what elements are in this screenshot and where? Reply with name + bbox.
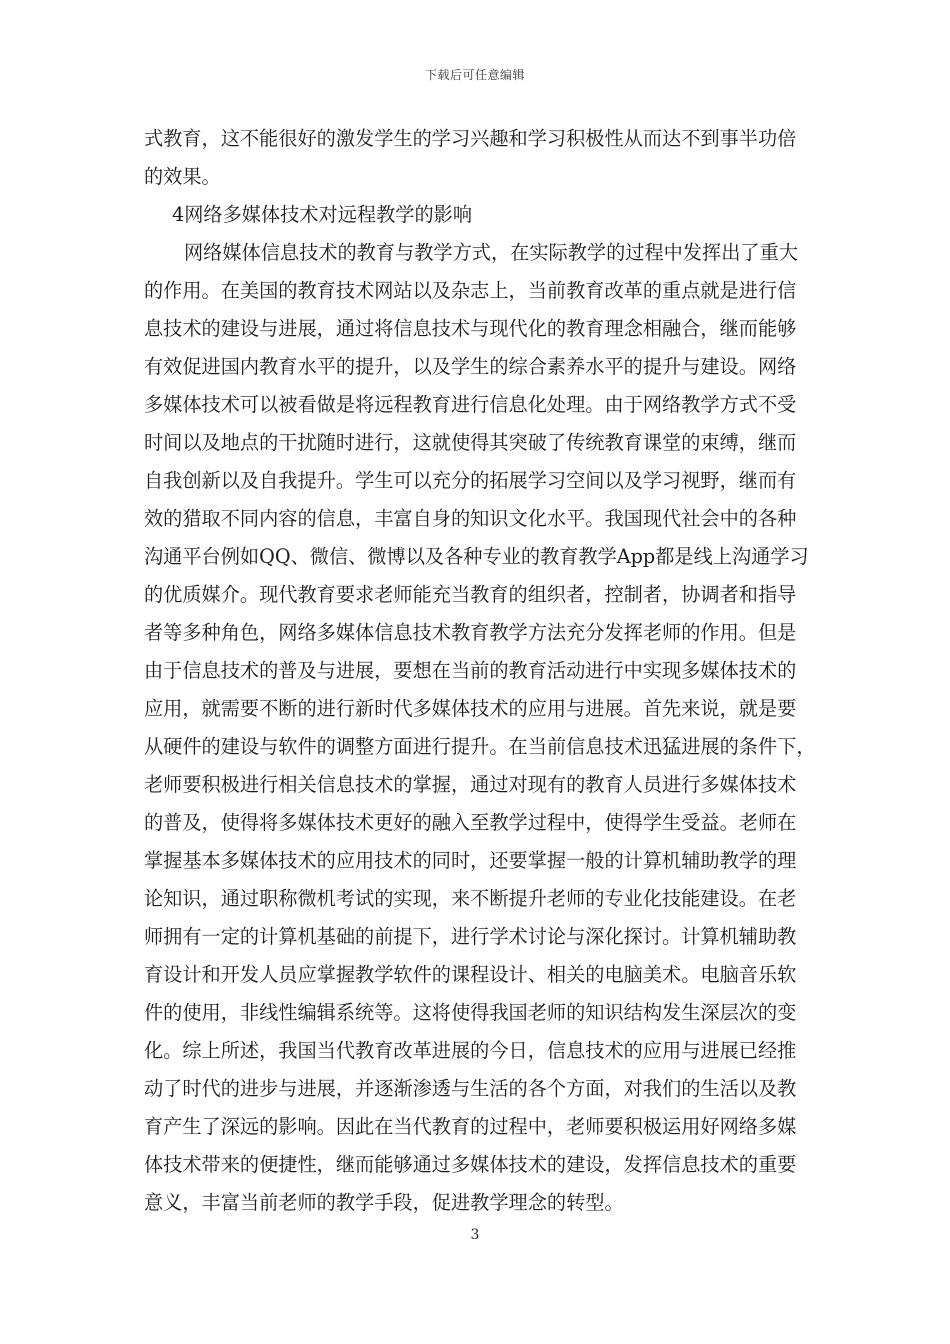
paragraph-line: 沟通平台例如QQ、微信、微博以及各种专业的教育教学App都是线上沟通学习 [144, 545, 809, 568]
document-body [144, 120, 816, 1222]
paragraph-line: 体技术带来的便捷性，继而能够通过多媒体技术的建设，发挥信息技术的重要 [144, 1153, 797, 1176]
paragraph-line: 掌握基本多媒体技术的应用技术的同时，还要掌握一般的计算机辅助教学的理 [144, 849, 797, 872]
paragraph-line: 从硬件的建设与软件的调整方面进行提升。在当前信息技术迅猛进展的条件下， [144, 735, 816, 758]
page-number: 3 [470, 1227, 480, 1243]
paragraph-line: 息技术的建设与进展，通过将信息技术与现代化的教育理念相融合，继而能够 [144, 317, 797, 340]
paragraph-line: 时间以及地点的干扰随时进行，这就使得其突破了传统教育课堂的束缚，继而 [144, 431, 797, 454]
paragraph-line: 的效果。 [144, 165, 221, 188]
paragraph-line: 自我创新以及自我提升。学生可以充分的拓展学习空间以及学习视野，继而有 [144, 469, 797, 492]
paragraph-line: 育设计和开发人员应掌握教学软件的课程设计、相关的电脑美术。电脑音乐软 [144, 963, 797, 986]
page-header: 下载后可任意编辑 [424, 68, 525, 82]
paragraph-line: 师拥有一定的计算机基础的前提下，进行学术讨论与深化探讨。计算机辅助教 [144, 925, 797, 948]
paragraph-line: 意义，丰富当前老师的教学手段，促进教学理念的转型。 [144, 1191, 624, 1214]
paragraph-line: 者等多种角色，网络多媒体信息技术教育教学方法充分发挥老师的作用。但是 [144, 621, 797, 644]
paragraph-line: 式教育，这不能很好的激发学生的学习兴趣和学习积极性从而达不到事半功倍 [144, 127, 797, 150]
paragraph-line: 的优质媒介。现代教育要求老师能充当教育的组织者，控制者，协调者和指导 [144, 583, 797, 606]
paragraph-line: 件的使用，非线性编辑系统等。这将使得我国老师的知识结构发生深层次的变 [144, 1001, 797, 1024]
paragraph-line: 的作用。在美国的教育技术网站以及杂志上，当前教育改革的重点就是进行信 [144, 279, 797, 302]
paragraph-line: 老师要积极进行相关信息技术的掌握，通过对现有的教育人员进行多媒体技术 [144, 773, 797, 796]
paragraph-line: 论知识，通过职称微机考试的实现，来不断提升老师的专业化技能建设。在老 [144, 887, 797, 910]
paragraph-line: 动了时代的进步与进展，并逐渐渗透与生活的各个方面，对我们的生活以及教 [144, 1077, 797, 1100]
paragraph-line: 化。综上所述，我国当代教育改革进展的今日，信息技术的应用与进展已经推 [144, 1039, 797, 1062]
section-heading: 4网络多媒体技术对远程教学的影响 [172, 203, 473, 226]
paragraph-line: 网络媒体信息技术的教育与教学方式，在实际教学的过程中发挥出了重大 [184, 241, 798, 264]
paragraph-line: 的普及，使得将多媒体技术更好的融入至教学过程中，使得学生受益。老师在 [144, 811, 797, 834]
paragraph-line: 由于信息技术的普及与进展，要想在当前的教育活动进行中实现多媒体技术的 [144, 659, 797, 682]
paragraph-line: 效的猎取不同内容的信息，丰富自身的知识文化水平。我国现代社会中的各种 [144, 507, 797, 530]
paragraph-line: 应用，就需要不断的进行新时代多媒体技术的应用与进展。首先来说，就是要 [144, 697, 797, 720]
paragraph-line: 多媒体技术可以被看做是将远程教育进行信息化处理。由于网络教学方式不受 [144, 393, 797, 416]
paragraph-line: 有效促进国内教育水平的提升，以及学生的综合素养水平的提升与建设。网络 [144, 355, 797, 378]
paragraph-line: 育产生了深远的影响。因此在当代教育的过程中，老师要积极运用好网络多媒 [144, 1115, 797, 1138]
